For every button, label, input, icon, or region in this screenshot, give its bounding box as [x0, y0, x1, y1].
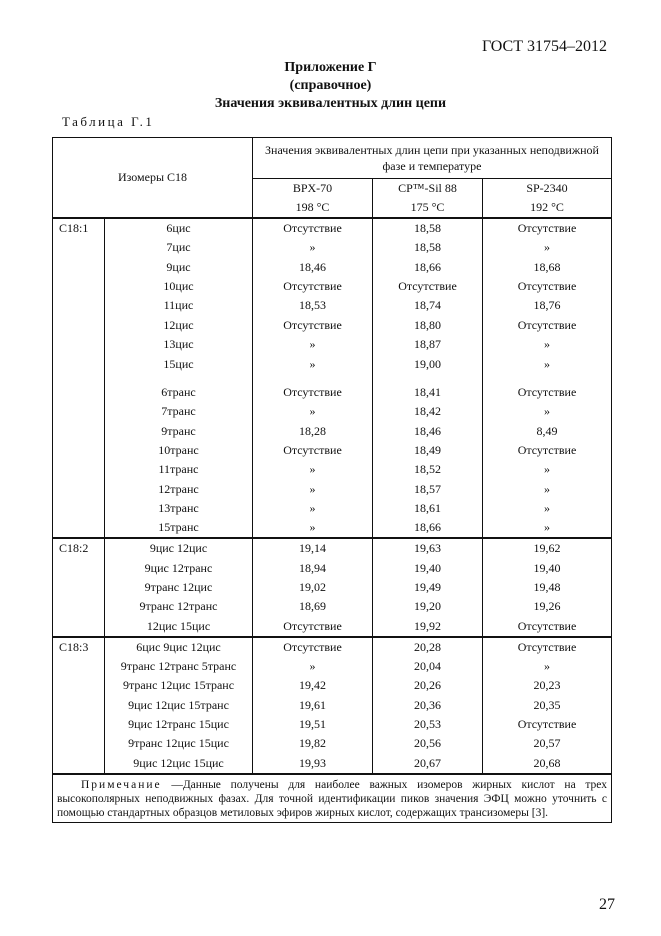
- group-label: [53, 316, 105, 335]
- spacer-cell: [373, 374, 483, 383]
- table-row: [53, 441, 612, 460]
- value-cell: 18,49: [373, 441, 483, 460]
- value-cell: Отсутствие: [253, 441, 373, 460]
- value-cell: 18,28: [253, 422, 373, 441]
- group-label: [53, 676, 105, 695]
- table-row: [53, 218, 612, 238]
- value-cell: 20,28: [373, 637, 483, 657]
- table-row: [53, 597, 612, 616]
- appendix-title: Приложение Г: [284, 60, 377, 75]
- value-cell: Отсутствие: [483, 617, 612, 637]
- value-cell: Отсутствие: [483, 383, 612, 402]
- table-row: [53, 637, 612, 657]
- value-cell: 19,40: [483, 558, 612, 577]
- value-cell: 18,87: [373, 335, 483, 354]
- value-cell: 18,52: [373, 460, 483, 479]
- table-row: [53, 518, 612, 538]
- value-cell: 19,14: [253, 538, 373, 558]
- group-label: [53, 383, 105, 402]
- value-cell: 20,56: [373, 734, 483, 753]
- value-cell: »: [253, 354, 373, 373]
- table-row: [53, 316, 612, 335]
- value-cell: 20,67: [373, 754, 483, 774]
- value-cell: »: [253, 238, 373, 257]
- isomer-cell: 10транс: [105, 441, 253, 460]
- isomer-cell: 6цис 9цис 12цис: [105, 637, 253, 657]
- isomer-cell: 9цис 12транс: [105, 558, 253, 577]
- isomer-cell: 15транс: [105, 518, 253, 538]
- isomer-cell: 12транс: [105, 480, 253, 499]
- value-cell: 18,68: [483, 257, 612, 276]
- appendix-type: (справочное): [289, 78, 372, 93]
- value-cell: 19,92: [373, 617, 483, 637]
- value-cell: 20,57: [483, 734, 612, 753]
- isomer-cell: 9транс 12цис: [105, 578, 253, 597]
- value-cell: »: [253, 335, 373, 354]
- value-cell: »: [483, 657, 612, 676]
- table-row: [53, 238, 612, 257]
- table-row: [53, 480, 612, 499]
- value-cell: 19,93: [253, 754, 373, 774]
- value-cell: 18,66: [373, 257, 483, 276]
- value-cell: »: [483, 518, 612, 538]
- column-phase: SP-2340: [483, 179, 612, 199]
- value-cell: Отсутствие: [253, 277, 373, 296]
- note-text: —Данные получены для наиболее важных изомеров жирных кислот на трех высокополярных неподвижных фазах. Для точной идентификации пиков значения ЭФЦ можно уточнить с помощью стандартных образцов метиловых эфиров жирных кислот, содержащих трансизомеры [3].: [57, 778, 607, 819]
- column-phase: CP™-Sil 88: [373, 179, 483, 199]
- isomer-cell: 9транс 12цис 15транс: [105, 676, 253, 695]
- group-label: [53, 734, 105, 753]
- isomer-cell: 9транс 12транс 5транс: [105, 657, 253, 676]
- isomer-cell: 13цис: [105, 335, 253, 354]
- isomer-cell: 13транс: [105, 499, 253, 518]
- table-row: [53, 676, 612, 695]
- column-phase: BPX-70: [253, 179, 373, 199]
- group-label: [53, 441, 105, 460]
- table-row: [53, 617, 612, 637]
- isomer-cell: 7цис: [105, 238, 253, 257]
- table-row: [53, 715, 612, 734]
- value-cell: 19,62: [483, 538, 612, 558]
- value-cell: 19,51: [253, 715, 373, 734]
- table-row: [53, 754, 612, 774]
- isomer-cell: 11транс: [105, 460, 253, 479]
- group-label: [53, 518, 105, 538]
- value-cell: 20,23: [483, 676, 612, 695]
- value-cell: 18,41: [373, 383, 483, 402]
- value-cell: 18,61: [373, 499, 483, 518]
- table-row: [53, 257, 612, 276]
- table-row: [53, 354, 612, 373]
- isomer-cell: 12цис 15цис: [105, 617, 253, 637]
- value-cell: 18,42: [373, 402, 483, 421]
- page-number: 27: [599, 896, 615, 913]
- table-row: [53, 460, 612, 479]
- isomer-cell: 9транс: [105, 422, 253, 441]
- value-cell: 18,74: [373, 296, 483, 315]
- isomer-cell: 9цис 12цис 15цис: [105, 754, 253, 774]
- table-row: [53, 422, 612, 441]
- value-cell: 18,53: [253, 296, 373, 315]
- value-cell: 19,00: [373, 354, 483, 373]
- table-row: [53, 277, 612, 296]
- value-cell: Отсутствие: [483, 715, 612, 734]
- value-cell: »: [253, 518, 373, 538]
- value-cell: Отсутствие: [253, 617, 373, 637]
- table-row: [53, 383, 612, 402]
- value-cell: »: [483, 238, 612, 257]
- value-cell: 19,49: [373, 578, 483, 597]
- value-cell: »: [253, 657, 373, 676]
- column-temperature: 192 °C: [483, 198, 612, 218]
- value-cell: Отсутствие: [483, 637, 612, 657]
- value-cell: 18,80: [373, 316, 483, 335]
- value-cell: 18,57: [373, 480, 483, 499]
- isomer-cell: 10цис: [105, 277, 253, 296]
- group-label: [53, 335, 105, 354]
- value-cell: 20,36: [373, 695, 483, 714]
- value-cell: 19,26: [483, 597, 612, 616]
- value-cell: »: [483, 460, 612, 479]
- group-label: [53, 402, 105, 421]
- table-row: [53, 296, 612, 315]
- value-cell: 19,20: [373, 597, 483, 616]
- value-cell: »: [483, 402, 612, 421]
- group-label: [53, 499, 105, 518]
- group-label: [53, 578, 105, 597]
- value-cell: 8,49: [483, 422, 612, 441]
- group-label: [53, 715, 105, 734]
- document-code: ГОСТ 31754–2012: [481, 38, 607, 55]
- group-label: [53, 657, 105, 676]
- value-cell: Отсутствие: [483, 441, 612, 460]
- value-cell: »: [253, 460, 373, 479]
- value-cell: 19,48: [483, 578, 612, 597]
- group-label: [53, 480, 105, 499]
- value-cell: 18,94: [253, 558, 373, 577]
- value-cell: 20,53: [373, 715, 483, 734]
- value-cell: Отсутствие: [253, 218, 373, 238]
- value-cell: 18,66: [373, 518, 483, 538]
- value-cell: 18,58: [373, 238, 483, 257]
- value-cell: »: [253, 402, 373, 421]
- group-label: [53, 597, 105, 616]
- group-label: [53, 617, 105, 637]
- isomer-cell: 9цис 12цис: [105, 538, 253, 558]
- value-cell: »: [253, 480, 373, 499]
- table-note: [53, 774, 612, 823]
- group-label: [53, 296, 105, 315]
- value-cell: 20,68: [483, 754, 612, 774]
- value-cell: Отсутствие: [483, 218, 612, 238]
- value-cell: 18,58: [373, 218, 483, 238]
- value-cell: 19,02: [253, 578, 373, 597]
- table-row: [53, 734, 612, 753]
- group-label: [53, 354, 105, 373]
- group-label: [53, 277, 105, 296]
- value-cell: 18,69: [253, 597, 373, 616]
- group-label: C18:2: [53, 538, 105, 558]
- column-temperature: 198 °C: [253, 198, 373, 218]
- value-cell: 19,42: [253, 676, 373, 695]
- group-label: C18:3: [53, 637, 105, 657]
- isomer-cell: 6цис: [105, 218, 253, 238]
- group-label: [53, 257, 105, 276]
- isomer-cell: 12цис: [105, 316, 253, 335]
- isomer-cell: 15цис: [105, 354, 253, 373]
- isomer-cell: 9цис 12цис 15транс: [105, 695, 253, 714]
- spacer-cell: [105, 374, 253, 383]
- value-cell: 19,40: [373, 558, 483, 577]
- value-cell: 20,26: [373, 676, 483, 695]
- isomers-header: Изомеры С18: [53, 138, 253, 219]
- isomer-cell: 7транс: [105, 402, 253, 421]
- spacer-cell: [483, 374, 612, 383]
- column-temperature: 175 °C: [373, 198, 483, 218]
- isomer-cell: 9цис 12транс 15цис: [105, 715, 253, 734]
- value-cell: Отсутствие: [253, 383, 373, 402]
- group-label: C18:1: [53, 218, 105, 238]
- group-label: [53, 422, 105, 441]
- table-row: [53, 538, 612, 558]
- value-cell: 19,82: [253, 734, 373, 753]
- table-row: [53, 695, 612, 714]
- table-row: [53, 402, 612, 421]
- row-spacer: [53, 374, 612, 383]
- value-cell: 18,46: [373, 422, 483, 441]
- group-label: [53, 695, 105, 714]
- value-cell: 19,61: [253, 695, 373, 714]
- equivalent-chain-length-table: [52, 137, 612, 823]
- value-cell: Отсутствие: [253, 637, 373, 657]
- spacer-cell: [53, 374, 105, 383]
- value-cell: 20,04: [373, 657, 483, 676]
- group-label: [53, 558, 105, 577]
- isomer-cell: 9транс 12цис 15цис: [105, 734, 253, 753]
- value-cell: »: [483, 354, 612, 373]
- value-cell: 20,35: [483, 695, 612, 714]
- value-cell: Отсутствие: [373, 277, 483, 296]
- table-row: [53, 499, 612, 518]
- table-row: [53, 657, 612, 676]
- value-cell: Отсутствие: [253, 316, 373, 335]
- table-caption: Таблица Г.1: [62, 114, 155, 129]
- table-row: [53, 558, 612, 577]
- table-row: [53, 578, 612, 597]
- value-cell: »: [253, 499, 373, 518]
- value-cell: »: [483, 499, 612, 518]
- value-cell: »: [483, 480, 612, 499]
- value-cell: 18,46: [253, 257, 373, 276]
- value-cell: Отсутствие: [483, 316, 612, 335]
- note-label: Примечание: [81, 778, 162, 791]
- isomer-cell: 11цис: [105, 296, 253, 315]
- appendix-subject: Значения эквивалентных длин цепи: [214, 96, 447, 111]
- value-cell: 19,63: [373, 538, 483, 558]
- group-label: [53, 460, 105, 479]
- values-header: Значения эквивалентных длин цепи при указанных неподвижной фазе и температуре: [253, 138, 612, 179]
- spacer-cell: [253, 374, 373, 383]
- isomer-cell: 6транс: [105, 383, 253, 402]
- group-label: [53, 238, 105, 257]
- value-cell: Отсутствие: [483, 277, 612, 296]
- isomer-cell: 9транс 12транс: [105, 597, 253, 616]
- table-row: [53, 335, 612, 354]
- value-cell: »: [483, 335, 612, 354]
- value-cell: 18,76: [483, 296, 612, 315]
- isomer-cell: 9цис: [105, 257, 253, 276]
- group-label: [53, 754, 105, 774]
